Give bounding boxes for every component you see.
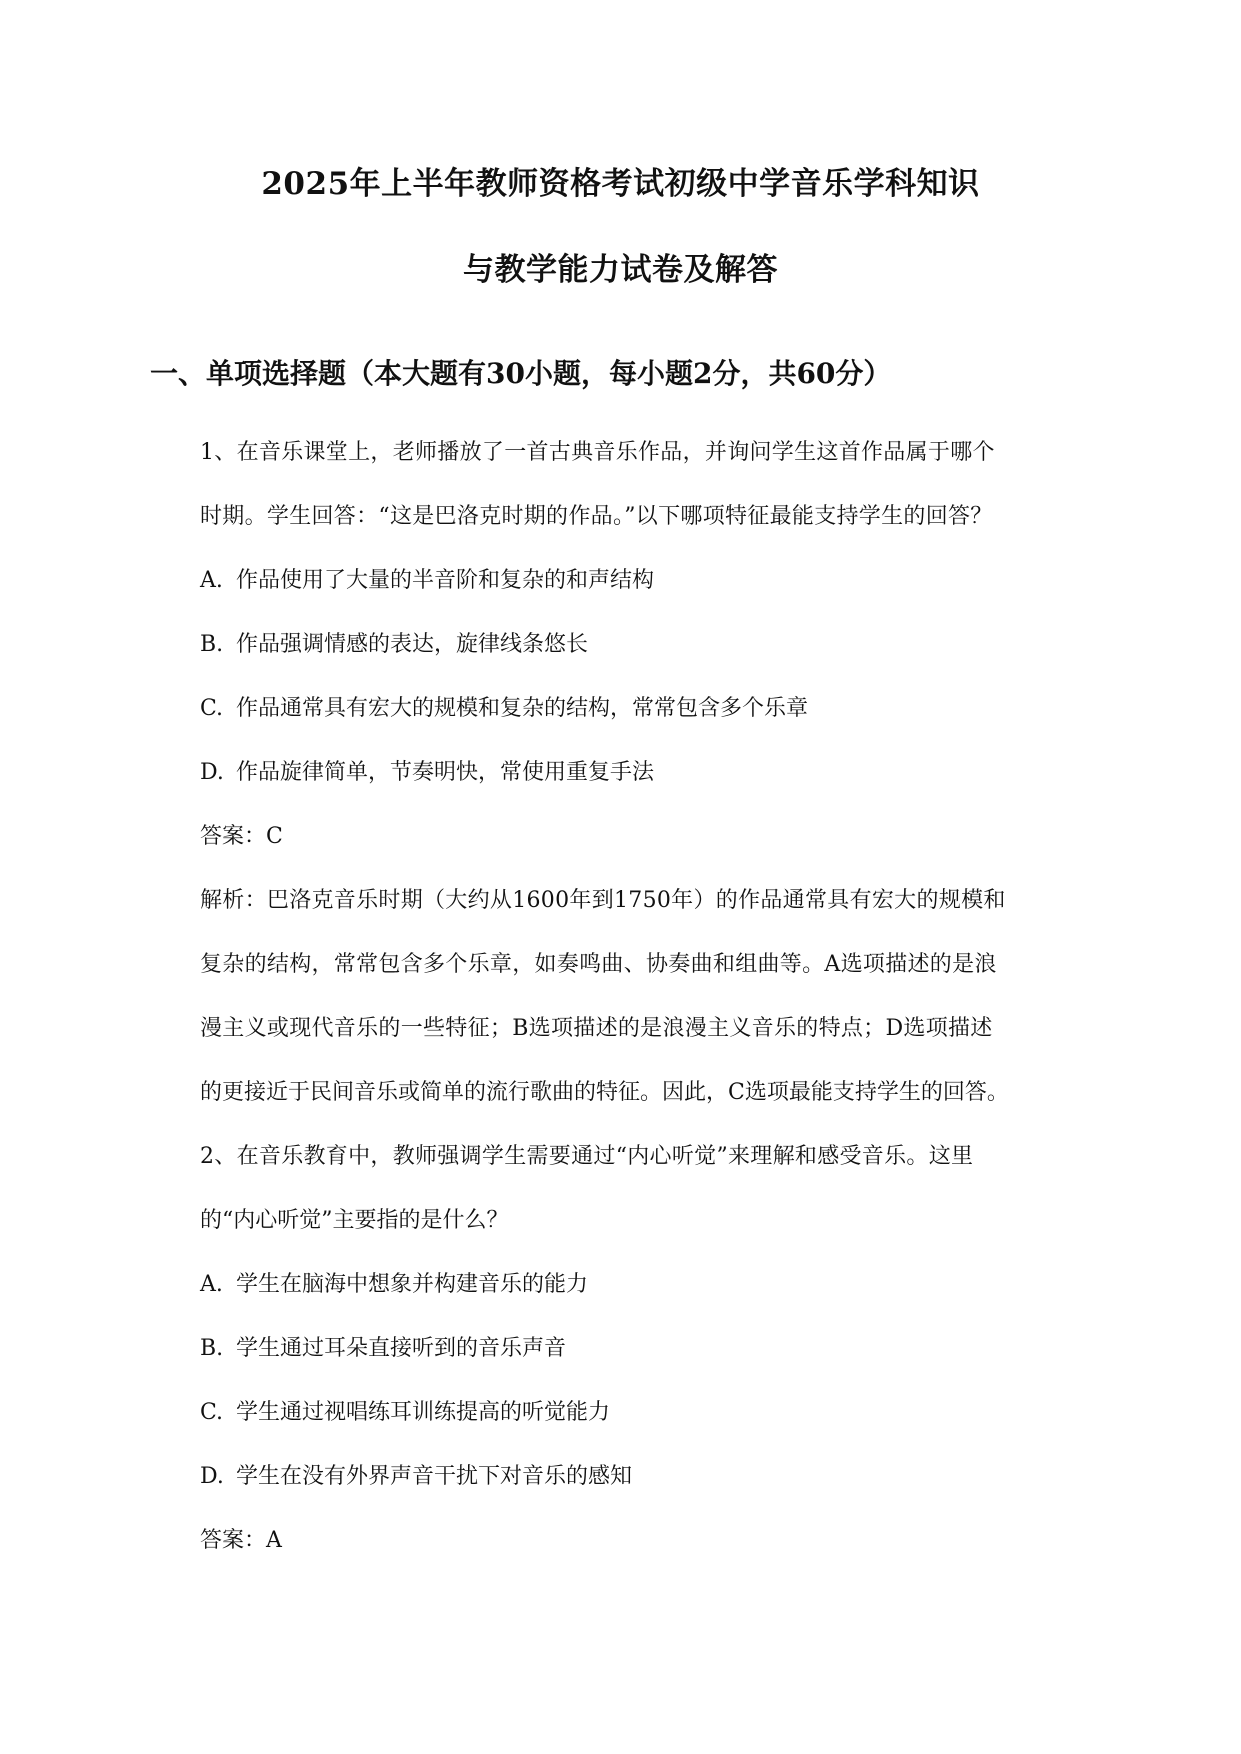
section-heading: 一、单项选择题（本大题有30小题，每小题2分，共60分） xyxy=(150,357,892,390)
question-1-option-c xyxy=(200,694,808,724)
question-2-stem-line-2: 的“内心听觉”主要指的是什么？ xyxy=(200,1208,509,1233)
option-letter: C. xyxy=(200,696,224,721)
question-2-option-a xyxy=(200,1270,588,1300)
question-1-answer: 答案：C xyxy=(200,824,283,849)
question-1-option-d xyxy=(200,758,654,788)
document-title-line-2: 与教学能力试卷及解答 xyxy=(463,252,778,288)
document-title-line-1: 2025年上半年教师资格考试初级中学音乐学科知识 xyxy=(261,166,980,202)
question-2-answer: 答案：A xyxy=(200,1528,282,1553)
question-2-option-c xyxy=(200,1398,610,1428)
option-letter: A. xyxy=(200,1272,223,1297)
option-letter: D. xyxy=(200,760,224,785)
option-letter: B. xyxy=(200,632,224,657)
option-text: 作品通常具有宏大的规模和复杂的结构，常常包含多个乐章 xyxy=(236,696,809,721)
option-text: 作品旋律简单，节奏明快，常使用重复手法 xyxy=(236,760,655,785)
question-1-stem-line-1: 1、在音乐课堂上，老师播放了一首古典音乐作品，并询问学生这首作品属于哪个 xyxy=(200,440,995,465)
question-1-analysis-line-4: 的更接近于民间音乐或简单的流行歌曲的特征。因此，C选项最能支持学生的回答。 xyxy=(200,1080,1009,1105)
option-letter: B. xyxy=(200,1336,224,1361)
option-letter: D. xyxy=(200,1464,224,1489)
option-text: 学生在脑海中想象并构建音乐的能力 xyxy=(236,1272,589,1297)
question-1-analysis-line-1: 解析：巴洛克音乐时期（大约从1600年到1750年）的作品通常具有宏大的规模和 xyxy=(200,888,1006,913)
question-2-option-b xyxy=(200,1334,566,1364)
question-2-stem-line-1: 2、在音乐教育中，教师强调学生需要通过“内心听觉”来理解和感受音乐。这里 xyxy=(200,1144,974,1169)
question-1-option-b xyxy=(200,630,588,660)
option-text: 作品强调情感的表达，旋律线条悠长 xyxy=(236,632,589,657)
question-1-analysis-line-3: 漫主义或现代音乐的一些特征；B选项描述的是浪漫主义音乐的特点；D选项描述 xyxy=(200,1016,993,1041)
option-letter: A. xyxy=(200,568,223,593)
question-1-option-a xyxy=(200,566,654,596)
question-2-option-d xyxy=(200,1462,632,1492)
option-text: 作品使用了大量的半音阶和复杂的和声结构 xyxy=(236,568,655,593)
option-letter: C. xyxy=(200,1400,224,1425)
question-1-analysis-line-2: 复杂的结构，常常包含多个乐章，如奏鸣曲、协奏曲和组曲等。A选项描述的是浪 xyxy=(200,952,997,977)
option-text: 学生通过耳朵直接听到的音乐声音 xyxy=(236,1336,567,1361)
option-text: 学生在没有外界声音干扰下对音乐的感知 xyxy=(236,1464,633,1489)
question-1-stem-line-2: 时期。学生回答：“这是巴洛克时期的作品。”以下哪项特征最能支持学生的回答？ xyxy=(200,504,993,529)
option-text: 学生通过视唱练耳训练提高的听觉能力 xyxy=(236,1400,611,1425)
